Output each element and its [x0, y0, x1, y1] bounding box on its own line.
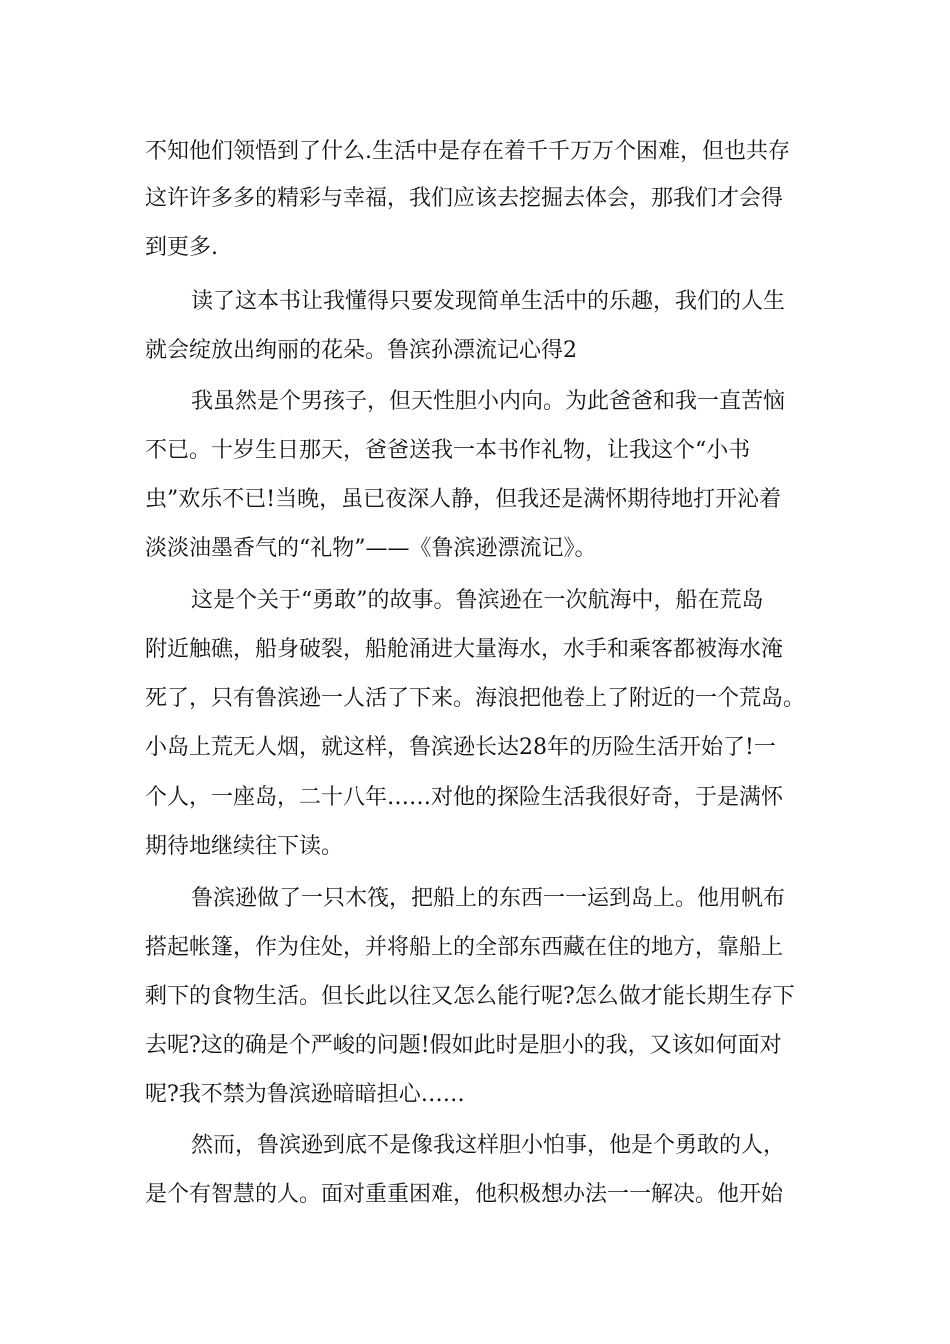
paragraph-start-line: 然而，鲁滨逊到底不是像我这样胆小怕事，他是个勇敢的人， [191, 1133, 786, 1158]
text-line: 到更多. [145, 235, 218, 260]
text-line: 搭起帐篷，作为住处，并将船上的全部东西藏在住的地方，靠船上 [145, 935, 784, 960]
text-line: 是个有智慧的人。面对重重困难，他积极想办法一一解决。他开始 [145, 1182, 784, 1207]
text-line: 死了，只有鲁滨逊一人活了下来。海浪把他卷上了附近的一个荒岛。 [145, 686, 806, 711]
text-line: 淡淡油墨香气的“礼物”——《鲁滨逊漂流记》。 [145, 536, 597, 561]
paragraph-start-line: 鲁滨逊做了一只木筏，把船上的东西一一运到岛上。他用帆布 [191, 886, 786, 911]
text-line: 个人，一座岛，二十八年……对他的探险生活我很好奇，于是满怀 [145, 785, 784, 810]
paragraph-start-line: 读了这本书让我懂得只要发现简单生活中的乐趣，我们的人生 [191, 289, 786, 314]
text-line: 剩下的食物生活。但长此以往又怎么能行呢?怎么做才能长期生存下 [145, 984, 795, 1009]
text-line: 去呢?这的确是个严峻的问题!假如此时是胆小的我，又该如何面对 [145, 1033, 782, 1058]
text-line: 小岛上荒无人烟，就这样，鲁滨逊长达28年的历险生活开始了!一 [145, 735, 776, 760]
text-line: 呢?我不禁为鲁滨逊暗暗担心…… [145, 1082, 465, 1107]
text-line: 不已。十岁生日那天，爸爸送我一本书作礼物，让我这个“小书 [145, 438, 751, 463]
paragraph-start-line: 我虽然是个男孩子，但天性胆小内向。为此爸爸和我一直苦恼 [191, 389, 786, 414]
text-line: 不知他们领悟到了什么.生活中是存在着千千万万个困难，但也共存 [145, 139, 790, 164]
text-line: 期待地继续往下读。 [145, 834, 344, 859]
text-line: 附近触礁，船身破裂，船舱涌进大量海水，水手和乘客都被海水淹 [145, 637, 784, 662]
text-line: 这许许多多的精彩与幸福，我们应该去挖掘去体会，那我们才会得 [145, 186, 784, 211]
paragraph-start-line: 这是个关于“勇敢”的故事。鲁滨逊在一次航海中，船在荒岛 [191, 588, 764, 613]
text-line: 就会绽放出绚丽的花朵。鲁滨孙漂流记心得2 [145, 338, 577, 363]
text-line: 虫”欢乐不已!当晚，虽已夜深人静，但我还是满怀期待地打开沁着 [145, 487, 782, 512]
